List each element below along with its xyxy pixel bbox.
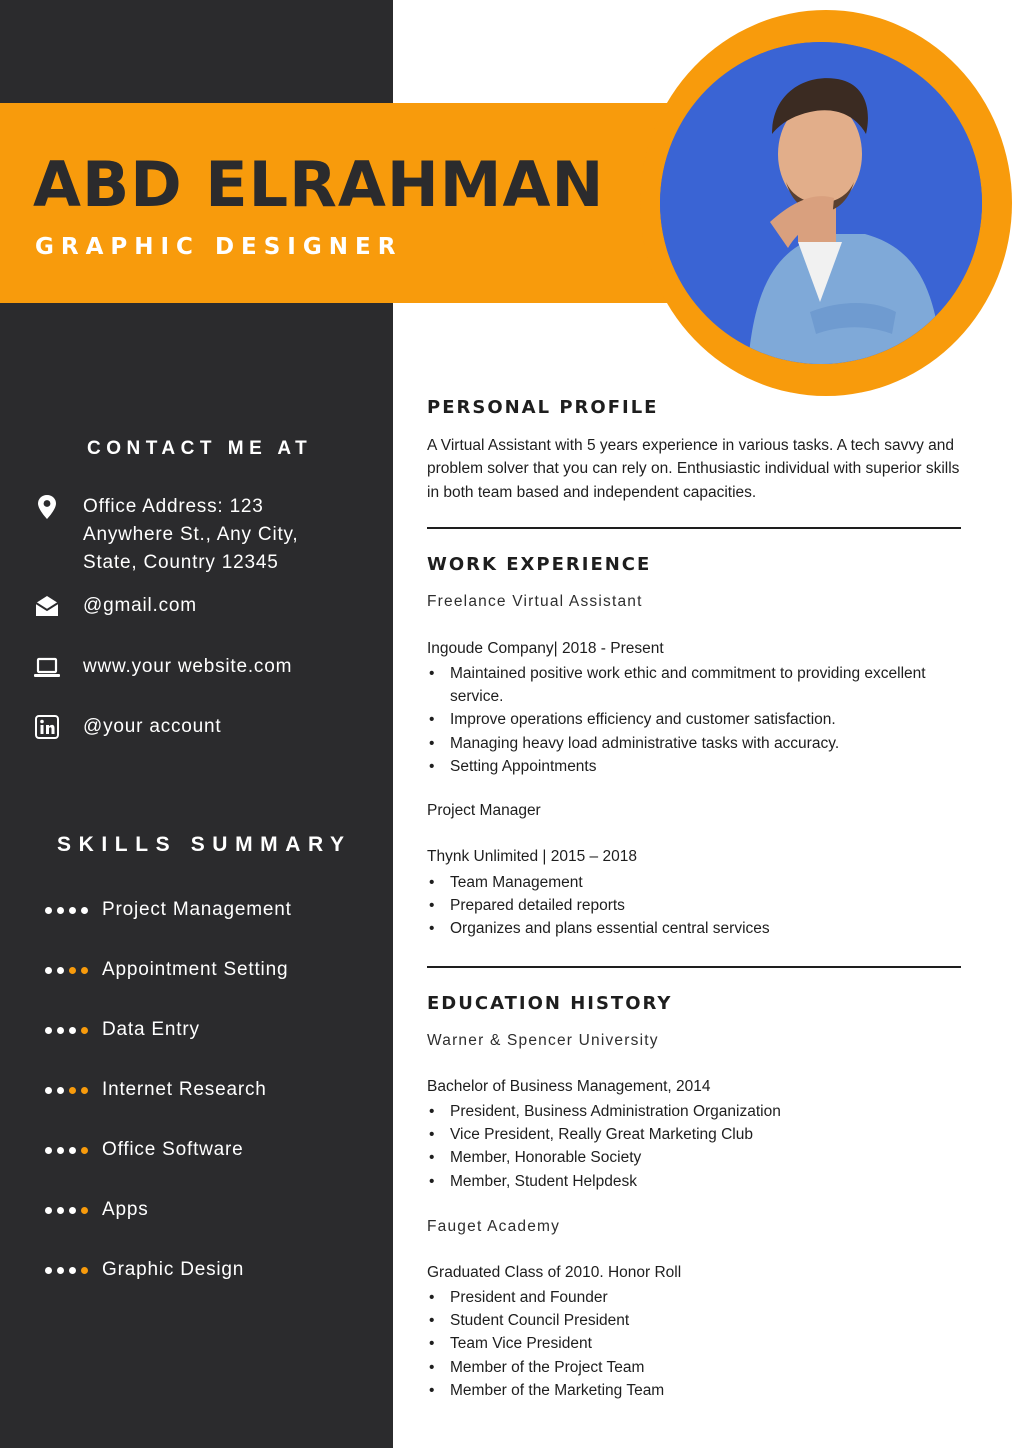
school-degree: Bachelor of Business Management, 2014 — [427, 1078, 711, 1095]
list-item: • Managing heavy load administrative tasks with accuracy. — [450, 732, 967, 755]
profile-text: A Virtual Assistant with 5 years experience in various tasks. A tech savvy and problem solver that you can rely on. Enthusiastic individual with superior skills in both team based and independent capacities. — [427, 437, 960, 501]
skill-rating — [45, 1027, 93, 1035]
school-name: Warner & Spencer University — [427, 1032, 659, 1049]
list-item: • Maintained positive work ethic and commitment to providing excellent service. — [450, 662, 967, 708]
person-name: ABD ELRAHMAN — [33, 148, 605, 221]
job-duties — [427, 871, 967, 941]
skill-label: Project Management — [102, 899, 292, 920]
skill-label: Graphic Design — [102, 1259, 245, 1280]
list-item: • Setting Appointments — [450, 755, 967, 778]
section-divider — [427, 527, 961, 529]
job-title: GRAPHIC DESIGNER — [35, 234, 403, 260]
list-item: • Improve operations efficiency and customer satisfaction. — [450, 708, 967, 731]
list-item: • Member of the Project Team — [450, 1356, 967, 1379]
rating-dot — [45, 1087, 52, 1094]
rating-dot — [57, 1147, 64, 1154]
laptop-icon — [33, 653, 61, 681]
contact-website[interactable] — [33, 653, 373, 681]
rating-dot — [81, 1207, 88, 1214]
skill-rating — [45, 1147, 93, 1155]
envelope-icon — [33, 592, 61, 620]
rating-dot — [69, 1027, 76, 1034]
linkedin-icon — [33, 713, 61, 741]
rating-dot — [45, 967, 52, 974]
rating-dot — [57, 967, 64, 974]
rating-dot — [45, 907, 52, 914]
rating-dot — [45, 1267, 52, 1274]
education-heading: EDUCATION HISTORY — [427, 993, 673, 1014]
rating-dot — [69, 967, 76, 974]
rating-dot — [45, 1147, 52, 1154]
skill-rating — [45, 907, 93, 915]
profile-heading: PERSONAL PROFILE — [427, 397, 659, 418]
rating-dot — [69, 907, 76, 914]
rating-dot — [81, 1087, 88, 1094]
list-item: • Organizes and plans essential central services — [450, 917, 967, 940]
skill-rating — [45, 1207, 93, 1215]
list-item: • Vice President, Really Great Marketing Club — [450, 1123, 967, 1146]
skill-label: Appointment Setting — [102, 959, 289, 980]
list-item: • Team Management — [450, 871, 967, 894]
job-position: Project Manager — [427, 802, 541, 819]
rating-dot — [69, 1147, 76, 1154]
school-degree: Graduated Class of 2010. Honor Roll — [427, 1264, 682, 1281]
rating-dot — [69, 1267, 76, 1274]
skill-label: Data Entry — [102, 1019, 200, 1040]
skill-rating — [45, 1267, 93, 1275]
list-item: • Prepared detailed reports — [450, 894, 967, 917]
work-heading: WORK EXPERIENCE — [427, 554, 652, 575]
rating-dot — [81, 1147, 88, 1154]
rating-dot — [45, 1207, 52, 1214]
rating-dot — [57, 1027, 64, 1034]
list-item: • Team Vice President — [450, 1332, 967, 1355]
rating-dot — [81, 1027, 88, 1034]
address-text: Office Address: 123 Anywhere St., Any City, State, Country 12345 — [83, 496, 299, 573]
location-pin-icon — [33, 493, 61, 521]
website-text[interactable]: www.your website.com — [83, 656, 293, 677]
profile-photo — [660, 42, 982, 364]
job-duties — [427, 662, 967, 778]
section-divider — [427, 966, 961, 968]
skill-label: Internet Research — [102, 1079, 267, 1100]
list-item: • Member, Student Helpdesk — [450, 1170, 967, 1193]
skill-rating — [45, 1087, 93, 1095]
contact-address — [33, 493, 373, 579]
skill-rating — [45, 967, 93, 975]
school-name: Fauget Academy — [427, 1218, 561, 1235]
list-item: • Student Council President — [450, 1309, 967, 1332]
rating-dot — [57, 907, 64, 914]
contact-linkedin[interactable] — [33, 713, 373, 741]
school-activities — [427, 1100, 967, 1193]
rating-dot — [57, 1207, 64, 1214]
rating-dot — [57, 1087, 64, 1094]
linkedin-text[interactable]: @your account — [83, 716, 222, 737]
skills-heading: SKILLS SUMMARY — [57, 833, 352, 856]
contact-heading: CONTACT ME AT — [87, 438, 313, 459]
rating-dot — [69, 1087, 76, 1094]
job-company: Thynk Unlimited | 2015 – 2018 — [427, 848, 637, 865]
list-item: • Member of the Marketing Team — [450, 1379, 967, 1402]
job-position: Freelance Virtual Assistant — [427, 593, 643, 610]
school-activities — [427, 1286, 967, 1402]
contact-email[interactable] — [33, 592, 373, 620]
rating-dot — [69, 1207, 76, 1214]
skill-label: Office Software — [102, 1139, 244, 1160]
skill-label: Apps — [102, 1199, 149, 1220]
rating-dot — [81, 967, 88, 974]
rating-dot — [57, 1267, 64, 1274]
list-item: • President, Business Administration Organization — [450, 1100, 967, 1123]
email-text[interactable]: @gmail.com — [83, 595, 197, 616]
rating-dot — [81, 1267, 88, 1274]
rating-dot — [45, 1027, 52, 1034]
rating-dot — [81, 907, 88, 914]
job-company: Ingoude Company| 2018 - Present — [427, 640, 664, 657]
list-item: • President and Founder — [450, 1286, 967, 1309]
list-item: • Member, Honorable Society — [450, 1146, 967, 1169]
